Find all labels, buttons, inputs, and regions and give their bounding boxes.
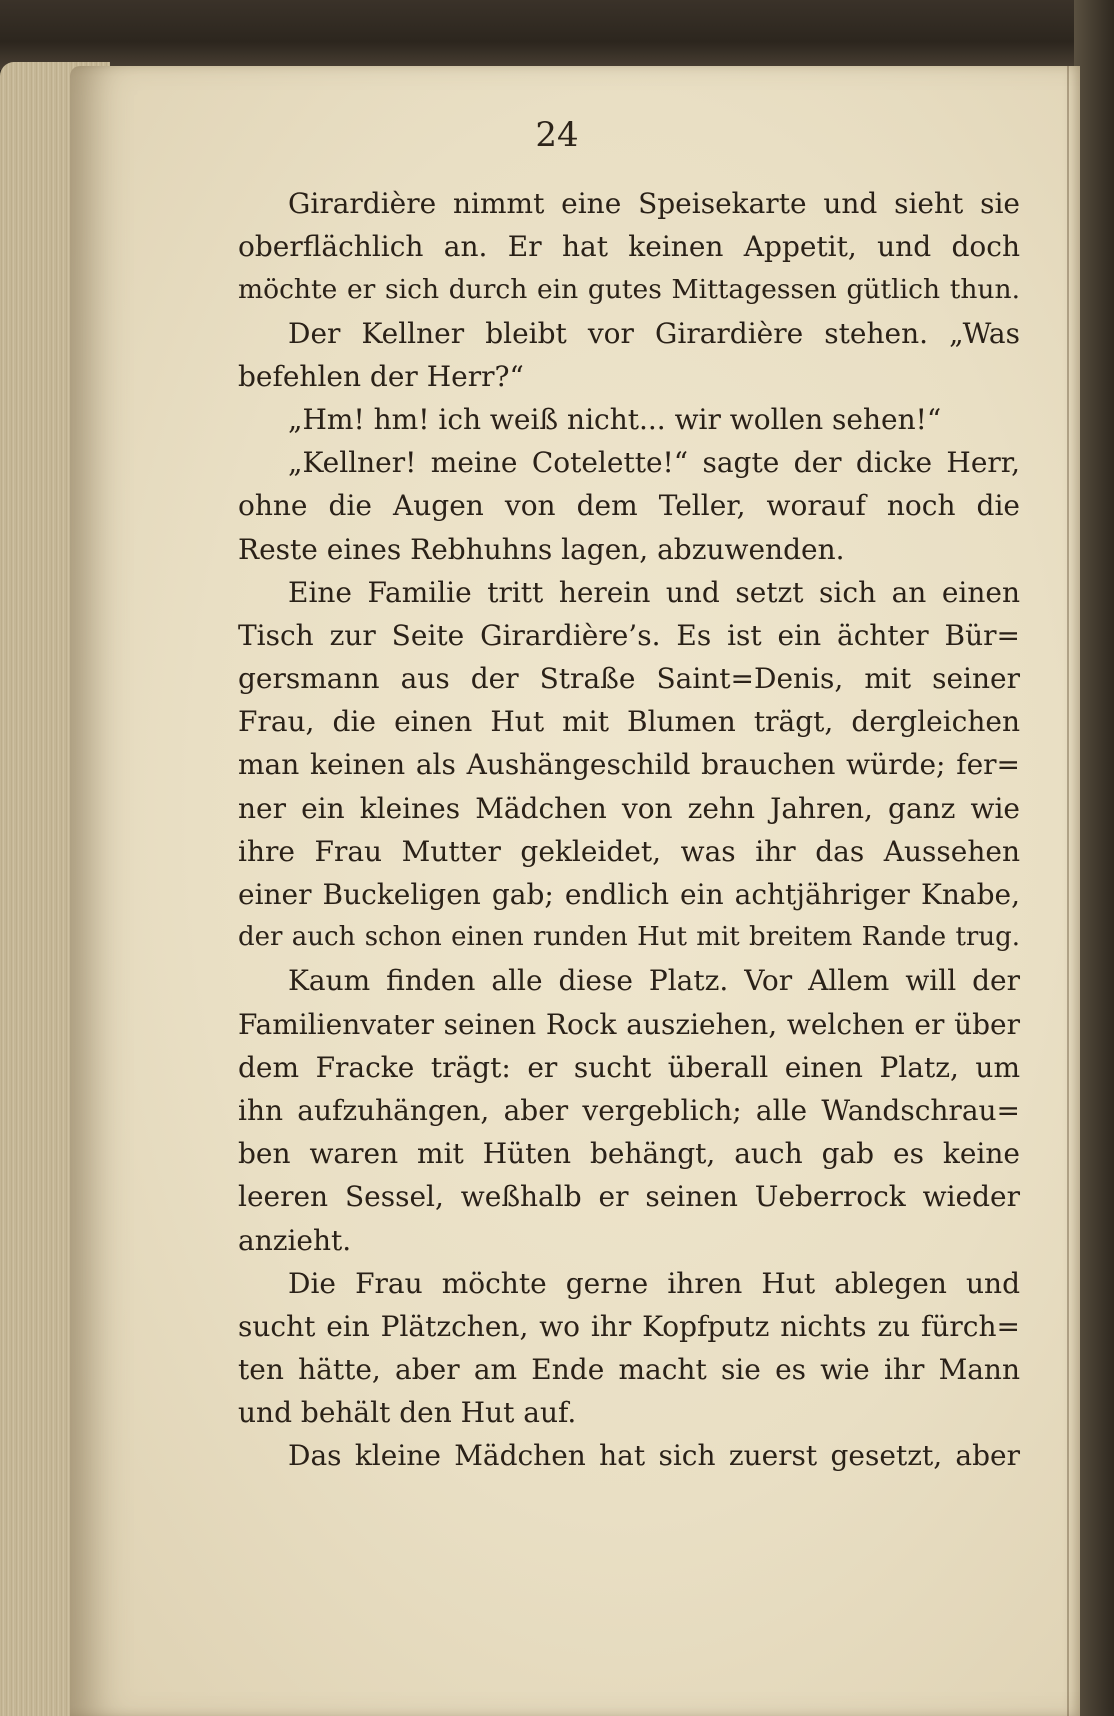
text-line: ner ein kleines Mädchen von zehn Jahren, ganz wie xyxy=(238,791,1020,825)
text-line: und behält den Hut auf. xyxy=(238,1396,577,1430)
book-cover-top xyxy=(0,0,1114,70)
text-line: einer Buckeligen gab; endlich ein achtjähriger Knabe, xyxy=(238,878,1020,911)
text-line: ohne die Augen von dem Teller, worauf noch die xyxy=(238,489,1020,523)
text-line: oberflächlich an. Er hat keinen Appetit, und doch xyxy=(238,230,1020,264)
text-line: gersmann aus der Straße Saint=Denis, mit seiner xyxy=(238,662,1020,696)
text-line: leeren Sessel, weßhalb er seinen Ueberrock wieder xyxy=(238,1180,1020,1214)
text-line: sucht ein Plätzchen, wo ihr Kopfputz nichts zu fürch= xyxy=(238,1309,1020,1343)
text-line: befehlen der Herr?“ xyxy=(238,359,524,393)
text-line: „Hm! hm! ich weiß nicht... wir wollen sehen!“ xyxy=(288,402,942,436)
body-text xyxy=(238,182,1020,1478)
page-edge-shadow xyxy=(1067,66,1069,1716)
text-line: Frau, die einen Hut mit Blumen trägt, dergleichen xyxy=(238,705,1020,739)
text-line: ihn aufzuhängen, aber vergeblich; alle Wandschrau= xyxy=(238,1093,1020,1127)
text-line: dem Fracke trägt: er sucht überall einen Platz, um xyxy=(238,1050,1020,1084)
text-line: der auch schon einen runden Hut mit breitem Rande trug. xyxy=(238,922,1020,953)
text-line: Die Frau möchte gerne ihren Hut ablegen und xyxy=(288,1266,1020,1300)
text-line: anzieht. xyxy=(238,1223,352,1257)
text-line: Der Kellner bleibt vor Girardière stehen. „Was xyxy=(288,316,1020,350)
text-line: man keinen als Aushängeschild brauchen würde; fer= xyxy=(238,748,1020,782)
text-line: ihre Frau Mutter gekleidet, was ihr das Aussehen xyxy=(238,834,1020,868)
book-cover-right xyxy=(1074,0,1114,1716)
text-line: Eine Familie tritt herein und setzt sich an einen xyxy=(288,575,1020,609)
text-line: ten hätte, aber am Ende macht sie es wie ihr Mann xyxy=(238,1353,1020,1387)
text-line: Das kleine Mädchen hat sich zuerst gesetzt, aber xyxy=(288,1439,1020,1473)
text-line: „Kellner! meine Cotelette!“ sagte der dicke Herr, xyxy=(288,446,1020,480)
text-line: ben waren mit Hüten behängt, auch gab es keine xyxy=(238,1137,1020,1171)
text-line: Girardière nimmt eine Speisekarte und sieht sie xyxy=(288,187,1020,220)
page-number: 24 xyxy=(535,115,579,155)
text-line: Reste eines Rebhuhns lagen, abzuwenden. xyxy=(238,532,845,566)
text-line: Tisch zur Seite Girardière’s. Es ist ein ächter Bür= xyxy=(238,618,1020,652)
text-line: möchte er sich durch ein gutes Mittagessen gütlich thun. xyxy=(238,274,1020,306)
text-line: Familienvater seinen Rock ausziehen, welchen er über xyxy=(238,1007,1020,1041)
text-line: Kaum finden alle diese Platz. Vor Allem will der xyxy=(288,964,1020,998)
